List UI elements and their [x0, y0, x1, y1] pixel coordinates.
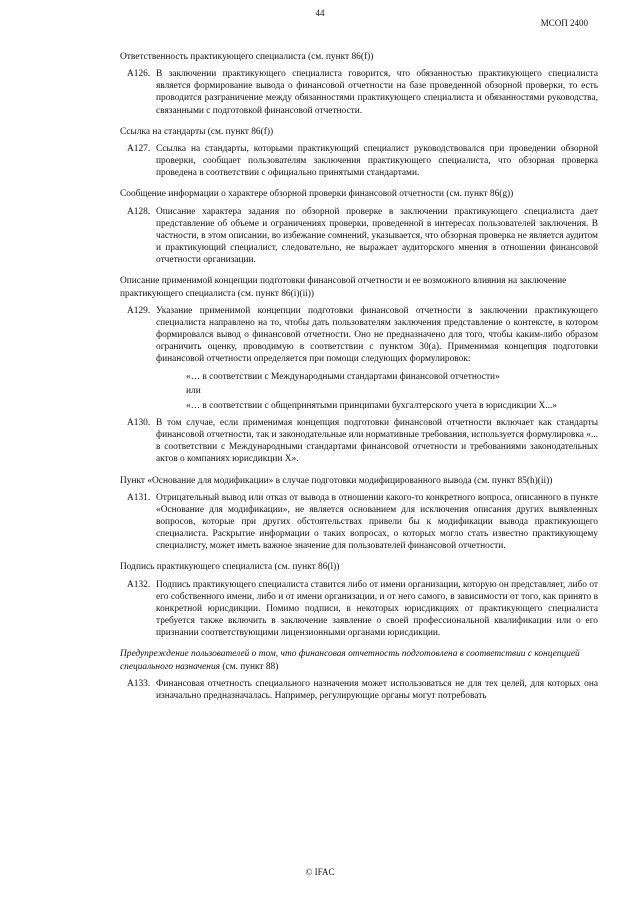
paragraph-a130: [120, 417, 598, 466]
paragraph-number: A128.: [127, 206, 151, 217]
section-heading: Подпись практикующего специалиста (см. пункт 86(l)): [120, 562, 340, 573]
paragraph-number: A129.: [127, 305, 151, 316]
paragraph-number: A130.: [127, 417, 151, 428]
document-code: МСОП 2400: [540, 18, 588, 28]
paragraph-text: Финансовая отчетность специального назначения может использоваться не для тех целей, для которых она изначально предназначалась. Например, регулирующие органы могут потребовать: [156, 678, 598, 701]
paragraph-number: A127.: [127, 143, 151, 154]
page-content: [120, 51, 598, 711]
quote-ifrs: «… в соответствии с Международными стандартами финансовой отчетности»: [186, 372, 500, 383]
section-heading: Ответственность практикующего специалиста (см. пункт 86(f)): [120, 52, 374, 62]
section-heading-reference: (см. пункт 88): [220, 661, 279, 672]
section-heading: Пункт «Основание для модификации» в случае подготовки модифицированного вывода (см. пункт 85(h)(ii)): [120, 475, 553, 486]
paragraph-text: В заключении практикующего специалиста говорится, что обязанностью практикующего специалиста является формирование вывода о финансовой отчетности на базе проведенной обзорной проверки, то есть проводится разграничение между обязанностями практикующего специалиста и обязанностями руководства, связанными с подготовкой финансовой отчетности.: [156, 69, 598, 116]
footer-copyright: © IFAC: [305, 867, 335, 877]
paragraph-text: Отрицательный вывод или отказ от вывода в отношении какого-то конкретного вопроса, описанного в пункте «Основание для модификации», не является основанием для исключения описания других выявленных вопросов, которые при других обстоятельствах привели бы к модификации вывода практикующего специалиста. Раскрытие информации о таких вопросах, о которых могло стать известно практикующему специалисту, может иметь важное значение для пользователей финансовой отчетности.: [156, 492, 598, 552]
paragraph-number: A133.: [127, 678, 151, 689]
paragraph-a128: [120, 206, 598, 267]
paragraph-a131: [120, 492, 598, 553]
quote-gaap: «… в соответствии с общепринятыми принципами бухгалтерского учета в юрисдикции X...»: [186, 400, 558, 411]
paragraph-text: В том случае, если применимая концепция подготовки финансовой отчетности включает как стандарты финансовой отчетности, так и законодательные или нормативные требования, используется формулировка «... в соответствии с Международными стандартами финансовой отчетности и требованиями законодательных актов о компаниях юрисдикции X».: [156, 417, 598, 465]
paragraph-a133: [120, 678, 598, 702]
paragraph-a126: [120, 68, 598, 117]
paragraph-a127: [120, 143, 598, 179]
section-heading: Сообщение информации о характере обзорной проверки финансовой отчетности (см. пункт 86(g)): [120, 189, 514, 200]
section-heading: [120, 648, 598, 672]
paragraph-number: A126.: [127, 69, 151, 80]
paragraph-text: Описание характера задания по обзорной проверке в заключении практикующего специалиста дает представление об объеме и ограничениях проверки, проведенной в интересах пользователей заключения. В частности, в этом описании, во избежание сомнений, указывается, что обзорная проверка не является аудитом и практикующий специалист, следовательно, не выражает аудиторского мнения в отношении финансовой отчетности организации.: [156, 206, 598, 266]
paragraph-text: Указание применимой концепции подготовки финансовой отчетности в заключении практикующего специалиста направлено на то, чтобы дать пользователям заключения представление о контексте, в котором формировался вывод о финансовой отчетности. Оно не предназначено для того, чтобы каким-либо образом ограничить оценку, проводимую в соответствии с пунктом 30(a). Применимая концепция подготовки финансовой отчетности определяется при помощи следующих формулировок:: [156, 305, 598, 365]
paragraph-text: Подпись практикующего специалиста ставится либо от имени организации, которую он представляет, либо от его собственного имени, либо и от имени организации, и от него самого, в зависимости от того, как принято в конкретной юрисдикции. Помимо подписи, в некоторых юрисдикциях от практикующего специалиста требуется также включить в заключение заявление о своей профессиональной квалификации или о его признании соответствующими лицензионными органами юрисдикции.: [156, 579, 598, 639]
paragraph-a129: [120, 305, 598, 366]
quote-separator: или: [186, 385, 201, 396]
section-heading: Описание применимой концепции подготовки финансовой отчетности и ее возможного влияния на заключение практикующего специалиста (см. пункт 86(i)(ii)): [120, 276, 567, 299]
paragraph-number: A132.: [127, 579, 151, 590]
paragraph-number: A131.: [127, 492, 151, 503]
paragraph-a132: [120, 579, 598, 640]
paragraph-text: Ссылка на стандарты, которыми практикующий специалист руководствовался при проведении обзорной проверки, сообщает пользователям заключения практикующего специалиста, что обзорная проверка проведена в соответствии с официально принятыми стандартами.: [156, 143, 598, 179]
section-heading-italic: Предупреждение пользователей о том, что финансовая отчетность подготовлена в соответствии с концепцией специального назначения: [120, 649, 580, 672]
section-heading: Ссылка на стандарты (см. пункт 86(f)): [120, 126, 274, 137]
page-number: 44: [315, 8, 325, 18]
